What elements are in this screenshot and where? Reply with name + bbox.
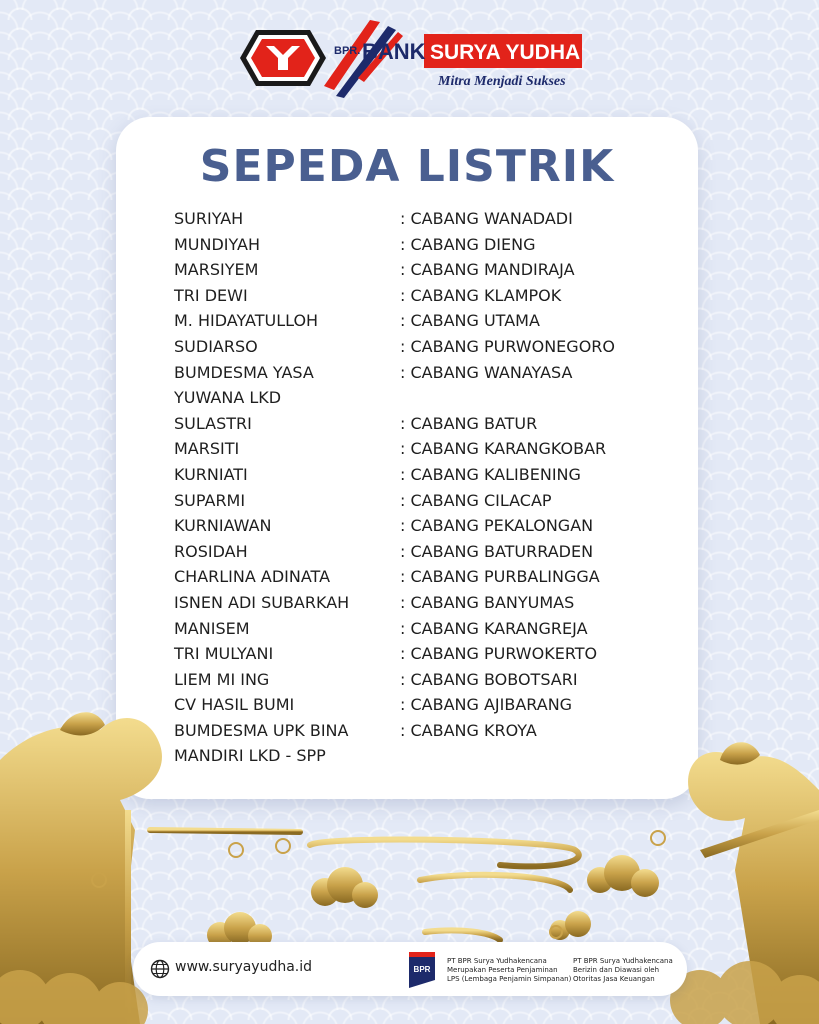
ojk-notice: PT BPR Surya Yudhakencana Berizin dan Diawasi oleh Otoritas Jasa Keuangan [573,957,673,983]
logo-tagline: Mitra Menjadi Sukses [438,74,566,89]
list-item [174,283,674,309]
winner-branch: : CABANG WANADADI [400,209,573,228]
winner-name: MUNDIYAH [174,234,261,254]
winner-name: MARSITI [174,439,240,459]
winner-name: KURNIAWAN [174,516,272,536]
winner-name: SULASTRI [174,413,252,433]
winner-branch: : CABANG BOBOTSARI [400,669,578,689]
lps-notice: PT BPR Surya Yudhakencana Merupakan Peserta Penjaminan LPS (Lembaga Penjamin Simpanan) [447,957,572,983]
website-link[interactable]: www.suryayudha.id [175,959,313,975]
winner-name: BUMDESMA YASA YUWANA LKD [174,362,314,408]
bpr-badge-text: BPR [413,965,431,974]
list-item [174,360,674,411]
winner-branch: : CABANG DIENG [400,234,536,254]
list-item [174,616,674,642]
winner-name: M. HIDAYATULLOH [174,311,319,331]
list-item [174,308,674,334]
winner-branch: : CABANG MANDIRAJA [400,260,575,280]
footer-bar [133,942,687,996]
winner-branch: : CABANG UTAMA [400,311,540,331]
winner-branch: : CABANG BANYUMAS [400,592,575,612]
list-item [174,436,674,462]
logo-name: SURYA YUDHA [430,41,581,64]
winner-name: BUMDESMA UPK BINA MANDIRI LKD - SPP [174,720,349,766]
winner-name: KURNIATI [174,464,248,484]
list-item [174,334,674,360]
winner-branch: : CABANG BATUR [400,413,538,433]
winner-name: SURIYAH [174,209,244,228]
winner-branch: : CABANG KARANGKOBAR [400,439,607,459]
list-item [174,692,674,718]
list-item [174,641,674,667]
winner-branch: : CABANG PURBALINGGA [400,567,600,587]
list-item [174,462,674,488]
logo-bank: BANK [362,39,426,64]
list-item [174,206,674,232]
winner-name: TRI MULYANI [174,644,274,664]
winner-branch: : CABANG AJIBARANG [400,695,573,715]
swirl-ornament [150,830,579,940]
list-item [174,513,674,539]
winner-name: SUDIARSO [174,336,258,356]
winner-branch: : CABANG PURWONEGORO [400,336,615,356]
globe-icon [150,959,170,979]
wayang-right-ornament [688,742,819,1024]
list-item [174,718,674,769]
logo-prefix: BPR. [334,45,361,57]
winner-branch: : CABANG PURWOKERTO [400,644,598,664]
winner-branch: : CABANG KROYA [400,720,537,740]
list-item [174,539,674,565]
list-item [174,590,674,616]
winner-branch: : CABANG KARANGREJA [400,618,588,638]
winner-branch: : CABANG KLAMPOK [400,285,562,305]
winner-name: MANISEM [174,618,250,638]
list-item [174,257,674,283]
winner-name: ISNEN ADI SUBARKAH [174,592,350,612]
winner-name: LIEM MI ING [174,669,270,689]
list-item [174,667,674,693]
winner-name: CHARLINA ADINATA [174,567,331,587]
winner-branch: : CABANG BATURRADEN [400,541,594,561]
winners-card [116,117,698,799]
winner-name: SUPARMI [174,490,246,510]
winner-branch: : CABANG CILACAP [400,490,552,510]
winner-name: MARSIYEM [174,260,259,280]
bank-logo-emblem [240,30,326,86]
winner-branch: : CABANG PEKALONGAN [400,516,594,536]
bank-logo [238,18,588,98]
bpr-badge-icon [409,952,435,988]
list-item [174,411,674,437]
winner-name: CV HASIL BUMI [174,695,295,715]
winner-branch: : CABANG KALIBENING [400,464,581,484]
flower-ornament [92,831,665,938]
list-item [174,232,674,258]
winner-branch: : CABANG WANAYASA [400,362,573,382]
winner-name: ROSIDAH [174,541,248,561]
list-item [174,564,674,590]
page-title: SEPEDA LISTRIK [199,141,615,192]
list-item [174,488,674,514]
winner-name: TRI DEWI [174,285,248,305]
cloud-ornament [207,855,659,948]
winners-list [174,206,674,769]
